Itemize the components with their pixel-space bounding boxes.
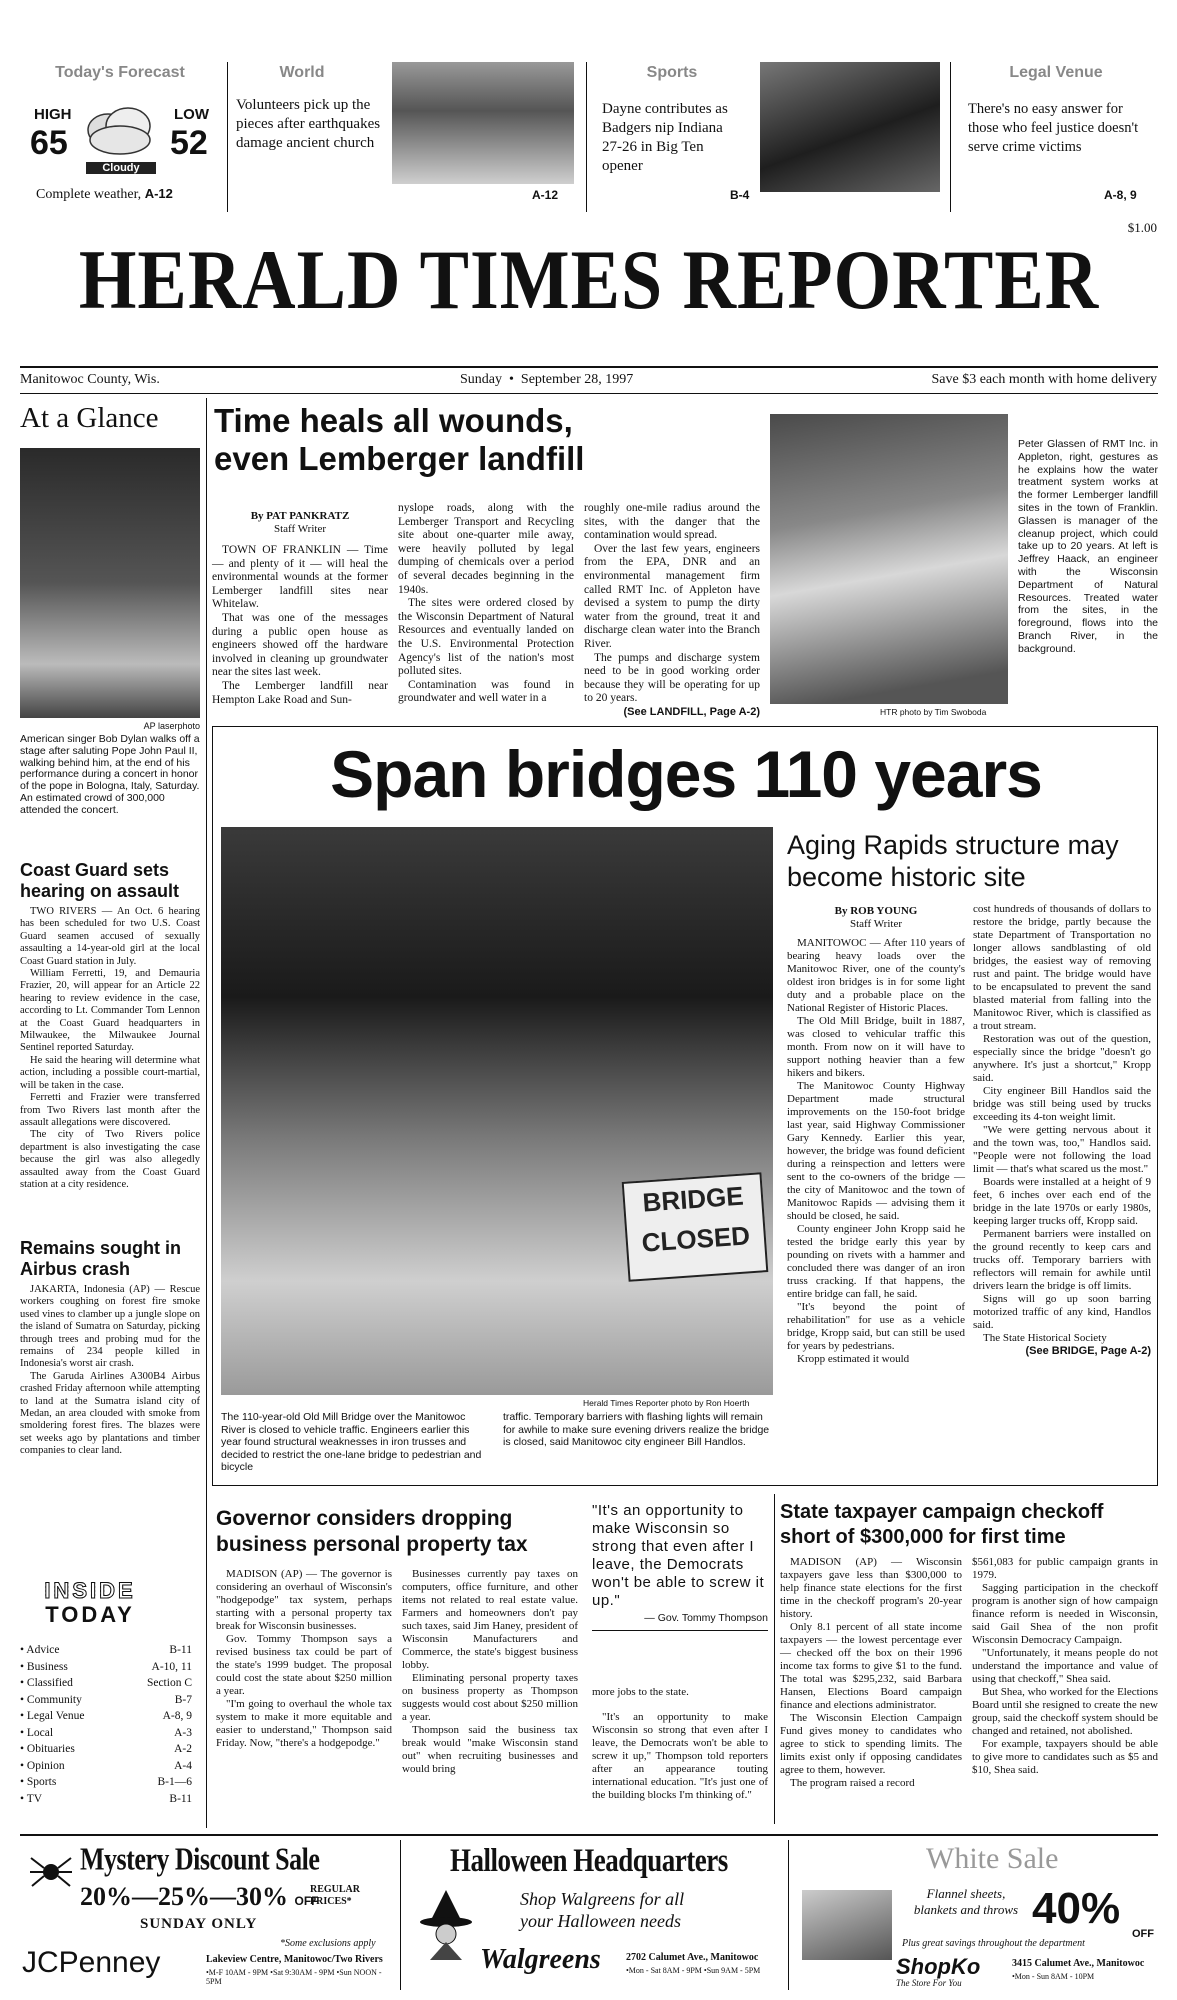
paragraph: The pumps and discharge system need to be in good working order because they will be operating for up to 20 years.	[584, 651, 760, 705]
cloud-icon	[84, 106, 156, 162]
bridge-caption-col1: The 110-year-old Old Mill Bridge over the Manitowoc River is closed to vehicle traffic. Engineers earlier this year found structural weaknesses in iron trusses and decided to restrict the one-lane bridge to pedestrian and bicycle	[221, 1411, 482, 1473]
coast-guard-story	[20, 906, 200, 1191]
index-row[interactable]	[20, 1642, 192, 1659]
jcp-hours: •M-F 10AM - 9PM •Sat 9:30AM - 9PM •Sun NOON - 5PM	[206, 1968, 382, 1986]
paragraph: Permanent barriers were installed on the ground recently to keep cars and trucks off. Temporary barriers with reflectors will remain for awhile until drivers learn the bridge is off limits.	[973, 1228, 1151, 1292]
paragraph: The State Historical Society	[983, 1332, 1107, 1344]
bridge-closed-sign	[622, 1172, 769, 1282]
coast-guard-headline[interactable]: Coast Guard sets hearing on assault	[20, 860, 180, 901]
paragraph: "I'm going to overhaul the whole tax system to make it more equitable and easier to understand," Thompson said Friday. Now, "there's a hodgepodge."	[216, 1698, 392, 1749]
index-label: • Community	[20, 1693, 82, 1706]
paragraph: TWO RIVERS — An Oct. 6 hearing has been scheduled for two U.S. Coast Guard seamen accused of sexually assaulting a 14-year-old girl at the local Coast Guard station in July.	[20, 906, 200, 967]
forecast-footer-text: Complete weather,	[36, 187, 142, 202]
paragraph: Kropp estimated it would	[797, 1353, 910, 1365]
index-page: A-8, 9	[162, 1710, 192, 1722]
glance-title: At a Glance	[20, 402, 159, 434]
shopko-address: 3415 Calumet Ave., Manitowoc	[1012, 1958, 1145, 1969]
glance-photo-credit: AP laserphoto	[143, 721, 200, 731]
legal-page: A-8, 9	[1104, 188, 1137, 202]
index-row[interactable]	[20, 1758, 192, 1775]
football-photo	[760, 62, 940, 192]
index-label: • TV	[20, 1792, 43, 1805]
index-page: B-7	[174, 1693, 192, 1706]
paragraph: The Wisconsin Election Campaign Fund gives money to candidates who agree to stick to spending limits. The limits exist only if opposing candidates agree to them, however.	[780, 1712, 962, 1776]
witch-icon	[416, 1888, 476, 1962]
landfill-col-1	[212, 544, 388, 707]
paragraph: more jobs to the state.	[592, 1686, 689, 1698]
index-page: B-11	[169, 1792, 192, 1805]
shopko-discount: 40%	[1032, 1884, 1121, 1933]
index-label: • Business	[20, 1660, 68, 1673]
index-row[interactable]	[20, 1675, 192, 1692]
landfill-headline[interactable]	[214, 402, 774, 478]
paragraph: William Ferretti, 19, and Demauria Frazier, 20, will appear for an Article 22 hearing to review evidence in the case, according to Lt. Commander Tom Lennon at the Coast Guard headquarters in Milwaukee, the Milwaukee Journal Sentinel reported Saturday.	[20, 968, 200, 1054]
index-label: • Legal Venue	[20, 1710, 85, 1722]
paragraph: For example, taxpayers should be able to give more to candidates such as $5 and $10, Shea said.	[972, 1738, 1158, 1776]
governor-headline[interactable]: Governor considers dropping business personal property tax	[216, 1507, 528, 1556]
bridge-jump[interactable]: (See BRIDGE, Page A-2)	[1025, 1345, 1151, 1357]
dylan-pope-photo	[20, 448, 200, 718]
issue-date: Sunday • September 28, 1997	[460, 372, 634, 387]
jcpenney-logo: JCPenney	[22, 1946, 161, 1979]
paragraph: Signs will go up soon barring motorized traffic of any kind, Handlos said.	[973, 1293, 1151, 1331]
forecast-low-label: LOW	[174, 106, 209, 123]
discount-25: 25%	[158, 1882, 210, 1911]
shopko-note: Plus great savings throughout the department	[902, 1938, 1085, 1949]
landfill-col-3	[584, 502, 760, 720]
sports-page: B-4	[730, 188, 750, 202]
shopko-title: White Sale	[926, 1842, 1059, 1875]
index-label: • Sports	[20, 1776, 57, 1788]
world-page: A-12	[532, 188, 559, 202]
forecast-box[interactable]	[20, 62, 220, 220]
index-label: • Opinion	[20, 1759, 65, 1772]
at-a-glance	[20, 398, 200, 1838]
landfill-byline	[212, 510, 388, 536]
paragraph: Gov. Tommy Thompson says a revised business tax could be part of the state's 1999 budget. The proposal could cost the state about $250 million a year.	[216, 1633, 392, 1697]
glance-photo-caption: American singer Bob Dylan walks off a stage after saluting Pope John Paul II, walking behind him, at the end of his performance during a concert in honor of the pope in Bologna, Italy, Saturday. An estimated crowd of 300,000 attended the concert.	[20, 733, 200, 816]
paragraph: But Shea, who worked for the Elections Board until she resigned to create the new group, said the checkoff system should be changed and retained, not abolished.	[972, 1686, 1158, 1737]
checkoff-story	[780, 1494, 1158, 1826]
paragraph: MADISON (AP) — The governor is considering an overhaul of Wisconsin's "hodgepodge" tax system, perhaps starting with a personal property tax break for Wisconsin businesses.	[216, 1568, 392, 1632]
world-text: Volunteers pick up the pieces after earthquakes damage ancient church	[236, 97, 381, 151]
sports-text: Dayne contributes as Badgers nip Indiana 27-26 in Big Ten opener	[602, 101, 728, 174]
paragraph: The Garuda Airlines A300B4 Airbus crashed Friday afternoon while attempting to land at the Sumatra island city of Medan, an area clouded with smoke from smoldering forest fires. The blazes were set weeks ago by plantations and timber companies to clear land.	[20, 1370, 200, 1457]
shopko-subtitle: Flannel sheets, blankets and throws	[913, 1886, 1019, 1917]
bridge-caption-col2: traffic. Temporary barriers with flashing lights will remain for awhile to make sure evening drivers realize the bridge is closed, said Manitowoc city engineer Bill Handlos.	[503, 1411, 770, 1448]
paragraph: Eliminating personal property taxes on business property as Thompson suggests would cost about $250 million a year.	[402, 1672, 578, 1723]
sign-line-2: CLOSED	[640, 1220, 751, 1258]
jcp-note: *Some exclusions apply	[280, 1938, 376, 1949]
paragraph: Contamination was found in groundwater and well water in a	[398, 678, 574, 705]
landfill-photo	[770, 414, 1008, 704]
walgreens-hours: •Mon - Sat 8AM - 9PM •Sun 9AM - 5PM	[626, 1966, 761, 1975]
price: $1.00	[1127, 220, 1157, 235]
paragraph: City engineer Bill Handlos said the bridge was still being used by trucks exceeding its 4-ton weight limit.	[973, 1085, 1151, 1123]
paragraph: Boards were installed at a height of 9 feet, 6 inches over each end of the bridge in the late 1970s or early 1980s, keeping larger trucks off, Kropp said.	[973, 1176, 1151, 1227]
index-row[interactable]	[20, 1774, 192, 1791]
landfill-headline-line1: Time heals all wounds,	[214, 402, 573, 439]
paragraph: Ferretti and Frazier were transferred from Two Rivers last month after the assault allegations were discovered.	[20, 1092, 200, 1128]
landfill-story	[212, 398, 1158, 718]
byline-title: Staff Writer	[850, 918, 902, 930]
bridge-col-2	[973, 903, 1151, 1358]
index-list	[20, 1642, 192, 1807]
ads-strip	[20, 1840, 1158, 1990]
world-teaser[interactable]	[232, 62, 580, 220]
walgreens-address: 2702 Calumet Ave., Manitowoc	[626, 1952, 759, 1963]
governor-col-1	[216, 1568, 392, 1750]
index-row[interactable]	[20, 1741, 192, 1758]
forecast-high: 65	[30, 124, 68, 162]
paragraph: TOWN OF FRANKLIN — Time — and plenty of it — will heal the environmental wounds at the former Lemberger landfill sites near Whitelaw.	[212, 544, 388, 611]
landfill-photo-caption: Peter Glassen of RMT Inc. in Appleton, right, gestures as he explains how the water treatment system works at the former Lemberger landfill sites in the town of Franklin. Glassen is manager of the cleanup project, which could take up to 20 years. At left is Jeffrey Haack, an engineer with the Wisconsin Department of Natural Resources. Treated water from the sites, in the foreground, flows into the Branch River, in the background.	[1018, 438, 1158, 655]
sheets-photo	[802, 1890, 892, 1960]
governor-story	[212, 1494, 770, 1826]
shopko-off: OFF	[1132, 1928, 1154, 1940]
paragraph: MADISON (AP) — Wisconsin taxpayers gave less than $300,000 to help finance state elections for the first time in the checkoff program's 20-year history.	[780, 1556, 962, 1620]
paragraph: Thompson said the business tax break would "make Wisconsin stand out" when recruiting businesses and would bring	[402, 1724, 578, 1775]
governor-col-3	[592, 1686, 768, 1802]
paragraph: Sagging participation in the checkoff program is another sign of how campaign finance reform is needed in Wisconsin, said Gail Shea of the non profit Wisconsin Democracy Campaign.	[972, 1582, 1158, 1646]
landfill-col-2	[398, 502, 574, 706]
sports-teaser[interactable]	[592, 62, 942, 220]
index-page: A-2	[174, 1743, 192, 1755]
walgreens-tagline: Shop Walgreens for all your Halloween needs	[520, 1889, 685, 1931]
byline-title: Staff Writer	[274, 523, 326, 535]
jcp-title: Mystery Discount Sale	[80, 1842, 320, 1877]
sports-title: Sports	[646, 64, 698, 81]
discount-30: 30%	[236, 1882, 288, 1911]
delivery-promo[interactable]: Save $3 each month with home delivery	[931, 372, 1157, 387]
church-photo	[392, 62, 574, 184]
index-row[interactable]	[20, 1725, 192, 1742]
landfill-jump[interactable]: (See LANDFILL, Page A-2)	[623, 705, 760, 718]
paragraph: The Old Mill Bridge, built in 1887, was closed to vehicular traffic this month. From now on it will have to support nothing heavier than a few hikers and bikers.	[787, 1015, 965, 1079]
location: Manitowoc County, Wis.	[20, 372, 160, 387]
teaser-strip	[20, 62, 1158, 220]
bridge-story	[212, 726, 1158, 1486]
paragraph: The city of Two Rivers police department is also investigating the case because the girl was also allegedly assaulted away from the Coast Guard station at a city residence.	[20, 1129, 200, 1190]
walgreens-ad[interactable]	[410, 1840, 780, 1990]
paragraph: roughly one-mile radius around the sites, with the danger that the contamination would spread.	[584, 502, 760, 542]
discount-separator: —	[132, 1882, 158, 1911]
index-page: B-11	[169, 1644, 192, 1656]
sign-line-1: BRIDGE	[641, 1180, 745, 1218]
checkoff-col-1	[780, 1556, 962, 1790]
paragraph: Businesses currently pay taxes on computers, office furniture, and other items not related to real estate value. Farmers and homeowners don't pay such taxes, said Jim Haney, president of Wisconsin Manufacturers and Commerce, the state's biggest business lobby.	[402, 1568, 578, 1671]
index-label: • Classified	[20, 1677, 73, 1689]
governor-col-2	[402, 1568, 578, 1776]
paragraph: "Unfortunately, it means people do not understand the importance and value of using that checkoff," Shea said.	[972, 1647, 1158, 1685]
newspaper-name: HERALD TIMES REPORTER	[78, 233, 1100, 328]
jcp-address: Lakeview Centre, Manitowoc/Two Rivers	[206, 1954, 383, 1965]
paragraph: County engineer John Kropp said he tested the bridge early this year by pounding on rivets with a hammer and concluded there was danger of an iron truss cracking. If that happens, the entire bridge can fall, he said.	[787, 1223, 965, 1300]
bridge-byline	[787, 905, 965, 931]
forecast-low: 52	[170, 124, 208, 162]
index-row[interactable]	[20, 1692, 192, 1709]
checkoff-headline[interactable]: State taxpayer campaign checkoff short of $300,000 for first time	[780, 1501, 1104, 1548]
paragraph: He said the hearing will determine what action, including a possible court-martial, will be taken in the case.	[20, 1054, 200, 1091]
bridge-headline[interactable]: Span bridges 110 years	[330, 737, 1042, 811]
bridge-photo	[221, 827, 773, 1395]
index-page: A-10, 11	[151, 1660, 192, 1673]
governor-pull-quote	[592, 1502, 768, 1631]
pull-quote-text: "It's an opportunity to make Wisconsin so strong that even after I leave, the Democrats won't be able to screw it up."	[592, 1502, 765, 1609]
paragraph: Over the last few years, engineers from the EPA, DNR and an environmental management firm called RMT Inc. of Appleton have devised a system to pump the dirty water from the ground, treat it and discharge clean water into the Branch River.	[584, 542, 760, 650]
index-page: Section C	[146, 1677, 192, 1689]
jcp-subtitle: SUNDAY ONLY	[140, 1916, 258, 1932]
index-page: A-3	[174, 1726, 192, 1739]
paragraph: The Lemberger landfill near Hempton Lake Road and Sun-	[212, 679, 388, 706]
byline-name: By PAT PANKRATZ	[250, 510, 350, 522]
index-title-1: INSIDE	[20, 1578, 160, 1604]
byline-name: By ROB YOUNG	[834, 905, 918, 917]
shopko-hours: •Mon - Sun 8AM - 10PM	[1012, 1972, 1095, 1981]
index-label: • Local	[20, 1726, 54, 1739]
index-row[interactable]	[20, 1791, 192, 1808]
legal-text: There's no easy answer for those who feel justice doesn't serve crime victims	[968, 101, 1139, 155]
discount-separator: —	[210, 1882, 236, 1911]
checkoff-col-2	[972, 1556, 1158, 1777]
paragraph: nyslope roads, along with the Lemberger Transport and Recycling site about one-quarter mile away, were heavily polluted by legal dumping of chemicals over a period of several decades beginning in the 1940s.	[398, 502, 574, 596]
paragraph: JAKARTA, Indonesia (AP) — Rescue workers coughing on forest fire smoke used vines to clamber up a jungle slope on the island of Sumatra on Saturday, picking through trees and probing mud for the remains of 234 people killed in Indonesia's worst air crash.	[20, 1284, 200, 1370]
walgreens-logo: Walgreens	[480, 1944, 601, 1975]
inside-today-index	[20, 1578, 200, 1828]
paragraph: cost hundreds of thousands of dollars to restore the bridge, partly because the state Department of Transportation no longer allows sandblasting of old bridges, the easiest way of removing rust and paint. The bridge would have to be encapsulated to prevent the sand blasted material from falling into the Manitowoc River, which is classified as a trout stream.	[973, 903, 1151, 1032]
airbus-headline[interactable]: Remains sought in Airbus crash	[20, 1238, 182, 1279]
index-title-2: TODAY	[45, 1602, 135, 1627]
index-label: • Advice	[20, 1644, 60, 1656]
shopko-slogan: The Store For You	[896, 1978, 962, 1988]
landfill-photo-credit: HTR photo by Tim Swoboda	[880, 707, 987, 717]
forecast-condition: Cloudy	[86, 162, 156, 174]
airbus-story	[20, 1284, 200, 1458]
paragraph: That was one of the messages during a public open house as engineers showed off the hardware involved in cleaning up groundwater near the sites last week.	[212, 611, 388, 679]
bridge-subhead: Aging Rapids structure may become historic site	[787, 830, 1119, 892]
forecast-high-label: HIGH	[34, 106, 72, 123]
index-label: • Obituaries	[20, 1743, 75, 1755]
shopko-ad[interactable]	[796, 1840, 1158, 1990]
forecast-footer	[36, 186, 173, 203]
bridge-photo-credit: Herald Times Reporter photo by Ron Hoerth	[583, 1398, 750, 1408]
paragraph: MANITOWOC — After 110 years of bearing heavy loads over the Manitowoc River, one of the county's oldest iron bridges is in for some light duty and a probable place on the National Register of Historic Places.	[787, 937, 965, 1014]
paragraph: $561,083 for public campaign grants in 1979.	[972, 1556, 1158, 1581]
shopko-logo: ShopKo	[896, 1954, 981, 1979]
pull-quote-attribution: — Gov. Tommy Thompson	[644, 1612, 768, 1624]
off-label: OFF	[294, 1894, 319, 1908]
legal-teaser[interactable]	[956, 62, 1158, 220]
paragraph: "We were getting nervous about it and the town was, too," Handlos said. "People were not following the load limit — that's what scared us the most."	[973, 1124, 1151, 1175]
paragraph: The sites were ordered closed by the Wisconsin Department of Natural Resources and eventually landed on the U.S. Environmental Protection Agency's list of the nation's most polluted sites.	[398, 597, 574, 678]
index-row[interactable]	[20, 1659, 192, 1676]
index-page: A-4	[174, 1759, 192, 1772]
paragraph: The program raised a record	[790, 1777, 915, 1789]
world-title: World	[279, 64, 325, 81]
index-page: B-1—6	[157, 1776, 192, 1788]
jcp-regular-prices: REGULAR PRICES*	[310, 1884, 361, 1907]
paragraph: "It's beyond the point of rehabilitation" for use as a vehicle bridge, Kropp said, but can still be used for years by pedestrians.	[787, 1301, 965, 1352]
walgreens-title: Halloween Headquarters	[450, 1842, 728, 1878]
legal-title: Legal Venue	[1009, 64, 1103, 81]
index-row[interactable]	[20, 1708, 192, 1725]
jcpenney-ad[interactable]	[20, 1840, 392, 1990]
paragraph: Restoration was out of the question, especially since the bridge "doesn't go anywhere. It's just a shortcut," Kropp said.	[973, 1033, 1151, 1084]
paragraph: "It's an opportunity to make Wisconsin so strong that even after I leave, the Democrats won't be able to screw it up," Thompson told reporters after an appearance touting international education. "It's just one of the building blocks I'm thinking of."	[592, 1711, 768, 1801]
forecast-footer-page: A-12	[144, 186, 173, 201]
paragraph: The Manitowoc County Highway Department made structural improvements on the 150-foot bridge last year, said Highway Commissioner Gary Kennedy. Earlier this year, however, the bridge was found deficient during a reinspection and letters were sent to the co-owners of the bridge — the city of Manitowoc and the town of Manitowoc Rapids — advising them it should be closed, he said.	[787, 1080, 965, 1222]
spider-icon	[28, 1848, 74, 1894]
bridge-col-1	[787, 937, 965, 1366]
paragraph: Only 8.1 percent of all state income taxpayers — the lowest percentage ever — checked off the box on their 1996 income tax forms to give $1 to the fund. The total was $295,232, said Barbara Hansen, Elections Board campaign finance and elections administrator.	[780, 1621, 962, 1711]
landfill-headline-line2: even Lemberger landfill	[214, 440, 585, 477]
discount-20: 20%	[80, 1882, 132, 1911]
forecast-title: Today's Forecast	[55, 64, 185, 81]
